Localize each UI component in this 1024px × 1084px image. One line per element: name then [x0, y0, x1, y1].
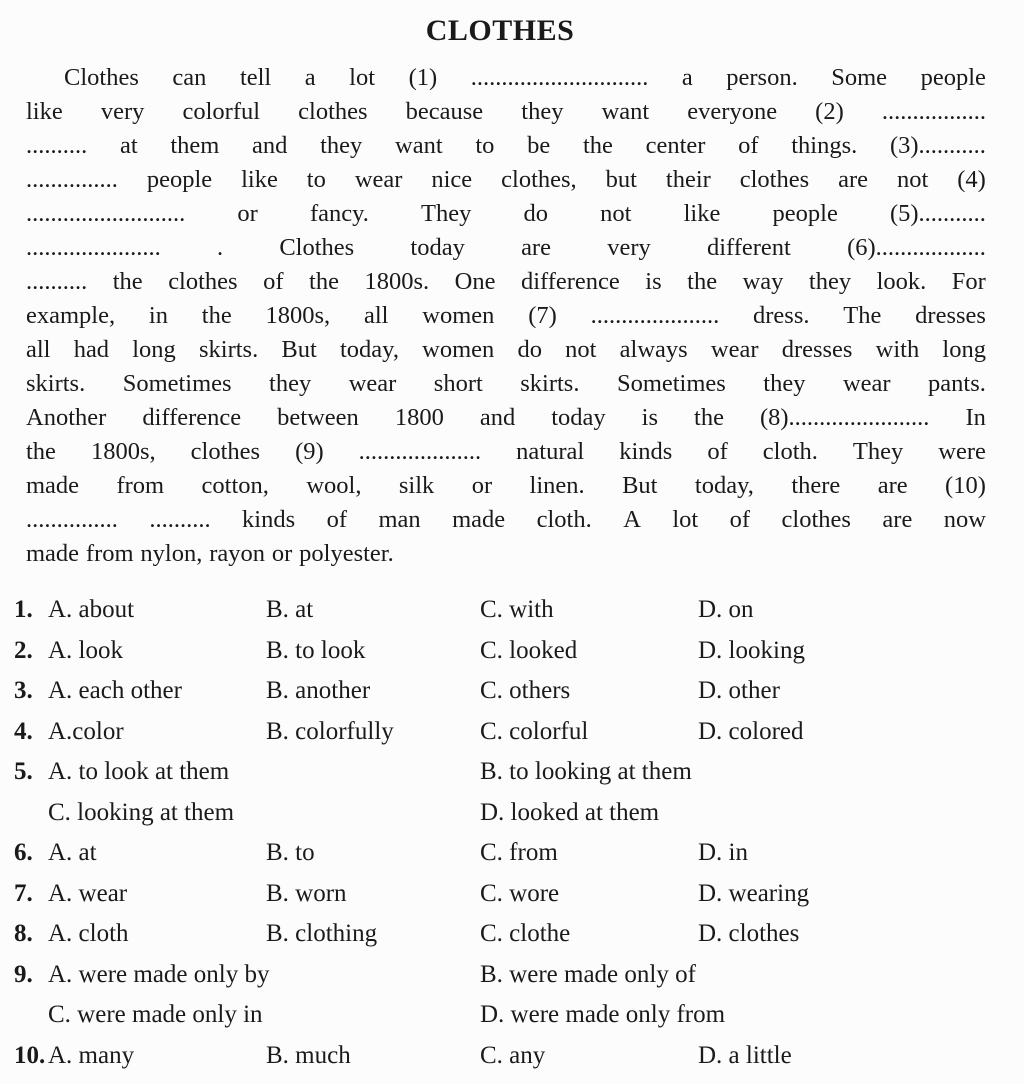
- passage-word: (7): [528, 302, 557, 329]
- passage-word: clothes: [190, 438, 261, 465]
- passage-word: (6)..................: [847, 234, 986, 261]
- passage-line: [26, 61, 986, 95]
- passage-word: kinds: [242, 506, 296, 533]
- passage-word: tell: [239, 64, 272, 91]
- option-a[interactable]: A. cloth: [48, 920, 129, 947]
- passage-word: clothes,: [501, 166, 577, 193]
- option-d[interactable]: D. colored: [698, 717, 804, 745]
- passage-word: look.: [876, 268, 927, 295]
- passage-word: to: [475, 132, 495, 159]
- passage-word: today,: [694, 472, 754, 499]
- passage-word: can: [172, 64, 207, 91]
- question-row: [14, 712, 994, 753]
- passage-word: or: [237, 200, 258, 227]
- answer-blank: ..........: [26, 268, 88, 295]
- passage-word: but: [605, 166, 637, 193]
- passage-word: difference: [142, 404, 242, 431]
- passage-word: Sometimes: [616, 370, 726, 397]
- passage-word: lot: [349, 64, 376, 91]
- passage-word: One: [454, 268, 496, 295]
- answer-blank: ...............: [26, 506, 118, 533]
- passage-word: 1800s,: [265, 302, 331, 329]
- passage-word: cloth.: [536, 506, 592, 533]
- passage-word: their: [665, 166, 711, 193]
- passage-word: long: [132, 336, 176, 363]
- reading-passage: [26, 61, 986, 571]
- question-row: [14, 874, 994, 915]
- passage-word: with: [875, 336, 920, 363]
- option-d[interactable]: D. clothes: [698, 920, 800, 947]
- passage-word: A: [623, 506, 641, 533]
- passage-word: the: [582, 132, 613, 159]
- passage-word: 1800: [394, 404, 444, 431]
- passage-word: (3)...........: [889, 132, 986, 159]
- option-c[interactable]: C. looking at them: [48, 798, 235, 826]
- passage-word: lot: [672, 506, 699, 533]
- passage-word: they: [763, 370, 806, 397]
- option-b[interactable]: B. to: [266, 839, 315, 866]
- passage-word: the: [112, 268, 143, 295]
- answer-blank: .: [216, 234, 224, 261]
- passage-word: made: [26, 540, 80, 567]
- answer-blank: ....................: [358, 438, 482, 465]
- answer-options: [14, 590, 994, 1076]
- passage-word: clothes: [781, 506, 851, 533]
- passage-word: (2): [815, 98, 844, 125]
- option-b[interactable]: B. worn: [266, 879, 347, 907]
- passage-word: to: [306, 166, 326, 193]
- question-row: [14, 752, 994, 793]
- passage-word: of: [729, 506, 751, 533]
- answer-blank: .....................: [590, 302, 720, 329]
- passage-word: nylon,: [140, 540, 203, 567]
- passage-word: Some: [831, 64, 888, 91]
- passage-word: made: [26, 472, 80, 499]
- answer-blank: .............................: [470, 64, 649, 91]
- option-a[interactable]: A. look: [48, 636, 123, 664]
- passage-word: colorful: [182, 98, 261, 125]
- option-a[interactable]: A. wear: [48, 879, 128, 907]
- passage-word: Another: [26, 404, 107, 431]
- passage-word: all: [363, 302, 389, 329]
- passage-word: do: [517, 336, 542, 363]
- passage-word: like: [241, 166, 278, 193]
- answer-blank: ...............: [26, 166, 118, 193]
- passage-word: rayon: [209, 540, 265, 567]
- passage-word: today,: [340, 336, 399, 363]
- passage-line: [26, 299, 986, 333]
- passage-word: is: [641, 404, 659, 431]
- passage-word: dresses: [915, 302, 986, 329]
- answer-blank: ..........................: [26, 200, 186, 227]
- passage-word: not: [600, 200, 632, 227]
- passage-word: (1): [408, 64, 438, 91]
- option-a[interactable]: A. about: [48, 596, 135, 623]
- passage-word: wool,: [306, 472, 362, 499]
- passage-word: But: [622, 472, 658, 499]
- passage-word: The: [843, 302, 882, 329]
- passage-word: Sometimes: [122, 370, 232, 397]
- passage-word: dress.: [753, 302, 810, 329]
- option-c[interactable]: C. from: [480, 839, 558, 866]
- passage-word: way: [742, 268, 784, 295]
- passage-word: difference: [520, 268, 620, 295]
- passage-line: [26, 469, 986, 503]
- passage-word: in: [148, 302, 168, 329]
- passage-word: not: [896, 166, 929, 193]
- passage-word: clothes: [168, 268, 238, 295]
- passage-word: they: [808, 268, 852, 295]
- question-row: [14, 955, 994, 996]
- option-c[interactable]: C. others: [480, 677, 571, 704]
- passage-word: skirts.: [520, 370, 580, 397]
- passage-word: example,: [26, 302, 116, 329]
- option-c[interactable]: C. colorful: [480, 717, 589, 745]
- passage-word: them: [170, 132, 220, 159]
- passage-word: were: [938, 438, 986, 465]
- passage-word: the: [694, 404, 724, 431]
- passage-word: or: [471, 472, 493, 499]
- passage-word: clothes: [739, 166, 810, 193]
- passage-word: the: [309, 268, 339, 295]
- passage-word: (9): [295, 438, 324, 465]
- passage-line: [26, 265, 986, 299]
- passage-word: want: [601, 98, 650, 125]
- passage-word: always: [619, 336, 688, 363]
- passage-line: [26, 95, 986, 129]
- passage-word: very: [607, 234, 651, 261]
- passage-word: wear: [710, 336, 759, 363]
- passage-line: [26, 435, 986, 469]
- option-d[interactable]: D. a little: [698, 1041, 792, 1069]
- passage-line: [26, 231, 986, 265]
- passage-word: person.: [726, 64, 798, 91]
- passage-word: women: [422, 336, 495, 363]
- passage-word: short: [433, 370, 483, 397]
- passage-word: they: [269, 370, 312, 397]
- passage-word: In: [965, 404, 986, 431]
- passage-word: of: [263, 268, 284, 295]
- option-b[interactable]: B. were made only of: [480, 960, 696, 988]
- passage-word: of: [707, 438, 728, 465]
- passage-word: are: [882, 506, 913, 533]
- passage-word: polyester.: [299, 540, 394, 567]
- question-number: 8.: [14, 920, 33, 947]
- passage-word: fancy.: [309, 200, 369, 227]
- question-row-continued: [14, 995, 994, 1036]
- passage-word: and: [252, 132, 288, 159]
- option-c[interactable]: C. with: [480, 596, 554, 623]
- passage-word: today: [551, 404, 606, 431]
- passage-word: Clothes: [279, 234, 355, 261]
- option-c[interactable]: C. wore: [480, 879, 560, 907]
- option-b[interactable]: B. at: [266, 596, 314, 623]
- option-b[interactable]: B. much: [266, 1041, 351, 1069]
- question-number: 9.: [14, 960, 33, 988]
- passage-word: do: [523, 200, 549, 227]
- passage-word: they: [320, 132, 363, 159]
- passage-word: kinds: [619, 438, 673, 465]
- passage-word: wear: [354, 166, 403, 193]
- passage-word: made: [452, 506, 506, 533]
- question-number: 4.: [14, 717, 33, 745]
- option-a[interactable]: A. were made only by: [48, 960, 270, 988]
- passage-word: a: [681, 64, 693, 91]
- passage-word: like: [683, 200, 721, 227]
- passage-word: be: [527, 132, 551, 159]
- question-row: [14, 1036, 994, 1077]
- passage-word: natural: [516, 438, 585, 465]
- passage-word: For: [951, 268, 986, 295]
- option-a[interactable]: A. many: [48, 1041, 135, 1069]
- passage-word: of: [326, 506, 347, 533]
- passage-line: [26, 333, 986, 367]
- passage-word: man: [378, 506, 421, 533]
- passage-word: like: [26, 98, 63, 125]
- passage-word: cotton,: [201, 472, 269, 499]
- passage-word: 1800s,: [90, 438, 156, 465]
- passage-word: there: [791, 472, 841, 499]
- option-d[interactable]: D. on: [698, 596, 754, 623]
- passage-line: [26, 537, 986, 571]
- passage-word: at: [119, 132, 138, 159]
- question-row-continued: [14, 793, 994, 834]
- answer-blank: ..........: [26, 132, 88, 159]
- passage-word: (5)...........: [889, 200, 986, 227]
- option-d[interactable]: D. other: [698, 677, 780, 704]
- question-number: 3.: [14, 677, 33, 704]
- passage-line: [26, 163, 986, 197]
- passage-word: wear: [842, 370, 891, 397]
- passage-word: from: [116, 472, 165, 499]
- passage-word: skirts.: [199, 336, 259, 363]
- passage-word: are: [838, 166, 869, 193]
- passage-word: the: [201, 302, 232, 329]
- passage-word: between: [277, 404, 359, 431]
- passage-word: are: [877, 472, 908, 499]
- question-number: 7.: [14, 879, 33, 907]
- passage-word: women: [422, 302, 495, 329]
- passage-line: [26, 197, 986, 231]
- option-d[interactable]: D. looking: [698, 636, 805, 664]
- passage-word: not: [565, 336, 597, 363]
- passage-word: is: [645, 268, 662, 295]
- passage-word: the: [26, 438, 56, 465]
- passage-word: all: [26, 336, 51, 363]
- passage-word: clothes: [298, 98, 368, 125]
- passage-line: [26, 503, 986, 537]
- question-number: 10.: [14, 1041, 46, 1069]
- option-a[interactable]: A. to look at them: [48, 758, 230, 785]
- page-title: CLOTHES: [425, 14, 575, 47]
- option-a[interactable]: A.color: [48, 717, 124, 745]
- option-d[interactable]: D. in: [698, 839, 748, 866]
- passage-word: pants.: [928, 370, 986, 397]
- question-row: [14, 631, 994, 672]
- passage-word: now: [943, 506, 986, 533]
- passage-word: had: [73, 336, 110, 363]
- answer-blank: ......................: [26, 234, 161, 261]
- option-d[interactable]: D. were made only from: [480, 1001, 726, 1028]
- passage-word: center: [645, 132, 706, 159]
- answer-blank: ..........: [149, 506, 211, 533]
- passage-word: today: [410, 234, 465, 261]
- passage-word: of: [738, 132, 759, 159]
- option-b[interactable]: B. clothing: [266, 920, 378, 947]
- passage-word: different: [706, 234, 791, 261]
- question-number: 1.: [14, 596, 33, 623]
- option-d[interactable]: D. looked at them: [480, 798, 660, 826]
- passage-word: But: [281, 336, 317, 363]
- option-c[interactable]: C. clothe: [480, 920, 571, 947]
- passage-word: nice: [431, 166, 473, 193]
- passage-word: 1800s.: [364, 268, 430, 295]
- passage-word: Clothes: [64, 64, 139, 91]
- passage-word: or: [271, 540, 293, 567]
- passage-word: very: [100, 98, 145, 125]
- question-number: 5.: [14, 758, 33, 785]
- passage-line: [26, 367, 986, 401]
- question-row: [14, 590, 994, 631]
- passage-word: everyone: [687, 98, 778, 125]
- passage-word: the: [687, 268, 718, 295]
- passage-word: things.: [791, 132, 858, 159]
- option-b[interactable]: B. another: [266, 677, 371, 704]
- option-b[interactable]: B. to looking at them: [480, 758, 692, 785]
- question-number: 6.: [14, 839, 33, 866]
- passage-word: they: [521, 98, 564, 125]
- passage-word: (10): [945, 472, 986, 499]
- answer-blank: .................: [881, 98, 986, 125]
- passage-line: [26, 129, 986, 163]
- option-c[interactable]: C. any: [480, 1041, 546, 1069]
- option-a[interactable]: A. at: [48, 839, 97, 866]
- question-number: 2.: [14, 636, 33, 664]
- passage-word: dresses: [781, 336, 853, 363]
- passage-word: people: [920, 64, 986, 91]
- passage-word: because: [405, 98, 484, 125]
- passage-word: linen.: [529, 472, 585, 499]
- passage-word: They: [421, 200, 472, 227]
- passage-word: silk: [398, 472, 435, 499]
- passage-word: people: [146, 166, 213, 193]
- passage-word: want: [395, 132, 443, 159]
- passage-word: people: [772, 200, 838, 227]
- option-c[interactable]: C. were made only in: [48, 1001, 263, 1028]
- passage-word: (4): [957, 166, 986, 193]
- option-a[interactable]: A. each other: [48, 677, 182, 704]
- passage-word: skirts.: [26, 370, 86, 397]
- passage-word: a: [304, 64, 316, 91]
- passage-word: long: [942, 336, 986, 363]
- question-row: [14, 833, 994, 874]
- option-b[interactable]: B. colorfully: [266, 717, 394, 745]
- question-row: [14, 914, 994, 955]
- passage-word: wear: [348, 370, 397, 397]
- passage-word: They: [852, 438, 904, 465]
- passage-word: (8).......................: [759, 404, 930, 431]
- passage-word: and: [479, 404, 516, 431]
- option-c[interactable]: C. looked: [480, 636, 578, 664]
- passage-word: are: [521, 234, 551, 261]
- passage-word: from: [85, 540, 134, 567]
- option-d[interactable]: D. wearing: [698, 879, 810, 907]
- passage-word: cloth.: [762, 438, 818, 465]
- question-row: [14, 671, 994, 712]
- option-b[interactable]: B. to look: [266, 636, 366, 664]
- passage-line: [26, 401, 986, 435]
